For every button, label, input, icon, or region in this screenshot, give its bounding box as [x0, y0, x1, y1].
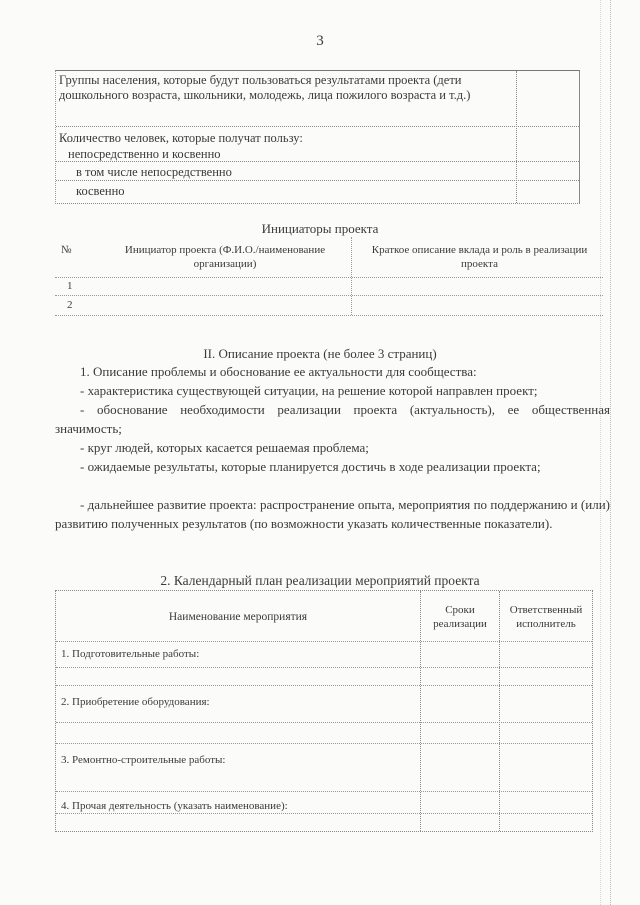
- bullet-situation: - характеристика существующей ситуации, на решение которой направлен проект;: [80, 383, 538, 398]
- table-row-divider: [56, 813, 592, 814]
- other-activity-row: 4. Прочая деятельность (указать наименование):: [61, 800, 288, 812]
- initiator-header: Инициатор проекта (Ф.И.О./наименование организации): [124, 244, 326, 270]
- table-row-divider: [56, 667, 592, 668]
- scan-edge-artifact: [600, 0, 601, 905]
- bullet-people: - круг людей, которых касается решаемая проблема;: [80, 440, 369, 455]
- table-column-divider: [499, 591, 500, 831]
- table-column-divider: [351, 237, 352, 315]
- bullet-results: - ожидаемые результаты, которые планируется достичь в ходе реализации проекта;: [80, 459, 541, 474]
- beneficiaries-table: [55, 70, 580, 204]
- beneficiaries-count-label: Количество человек, которые получат пользу:: [59, 131, 303, 145]
- indirect-label: косвенно: [76, 184, 125, 198]
- table-row-divider: [55, 277, 603, 278]
- table-row-divider: [56, 722, 592, 723]
- direct-label: в том числе непосредственно: [76, 165, 232, 179]
- initiators-table: [55, 237, 603, 321]
- num-header: №: [61, 244, 72, 256]
- problem-description-item: 1. Описание проблемы и обоснование ее актуальности для сообщества:: [80, 364, 477, 379]
- population-groups-label: Группы населения, которые будут пользоваться результатами проекта (дети дошкольного возраста, школьники, молодежь, лица пожилого возраста и т.д.): [59, 73, 471, 102]
- table-row-divider: [56, 743, 592, 744]
- section-heading: II. Описание проекта (не более 3 страниц): [203, 346, 437, 361]
- event-header: Наименование мероприятия: [168, 611, 308, 623]
- repair-construction-row: 3. Ремонтно-строительные работы:: [61, 754, 226, 766]
- calendar-plan-title: 2. Календарный план реализации мероприятий проекта: [160, 573, 480, 588]
- terms-header: Сроки реализации: [433, 604, 487, 630]
- table-row-divider: [56, 791, 592, 792]
- page-number: 3: [316, 33, 324, 49]
- table-row-divider: [55, 295, 603, 296]
- preparatory-works-row: 1. Подготовительные работы:: [61, 648, 200, 660]
- calendar-plan-table: [55, 590, 593, 832]
- scan-edge-artifact: [610, 0, 611, 905]
- description-header: Краткое описание вклада и роль в реализации проекта: [371, 244, 588, 270]
- table-row-divider: [56, 685, 592, 686]
- initiators-title: Инициаторы проекта: [261, 221, 379, 236]
- direct-indirect-label: непосредственно и косвенно: [68, 147, 221, 161]
- bullet-development: - дальнейшее развитие проекта: распространение опыта, мероприятия по поддержанию и (или) развитию полученных результатов (по возможности указать количественные показатели).: [55, 497, 610, 531]
- responsible-header: Ответственный исполнитель: [509, 604, 583, 630]
- row-number: 1: [67, 280, 73, 292]
- table-row-divider: [55, 315, 603, 316]
- bullet-justification: - обоснование необходимости реализации проекта (актуальность), ее общественная значимость;: [55, 402, 610, 436]
- table-row-divider: [56, 641, 592, 642]
- equipment-purchase-row: 2. Приобретение оборудования:: [61, 696, 210, 708]
- table-column-divider: [420, 591, 421, 831]
- row-number: 2: [67, 299, 73, 311]
